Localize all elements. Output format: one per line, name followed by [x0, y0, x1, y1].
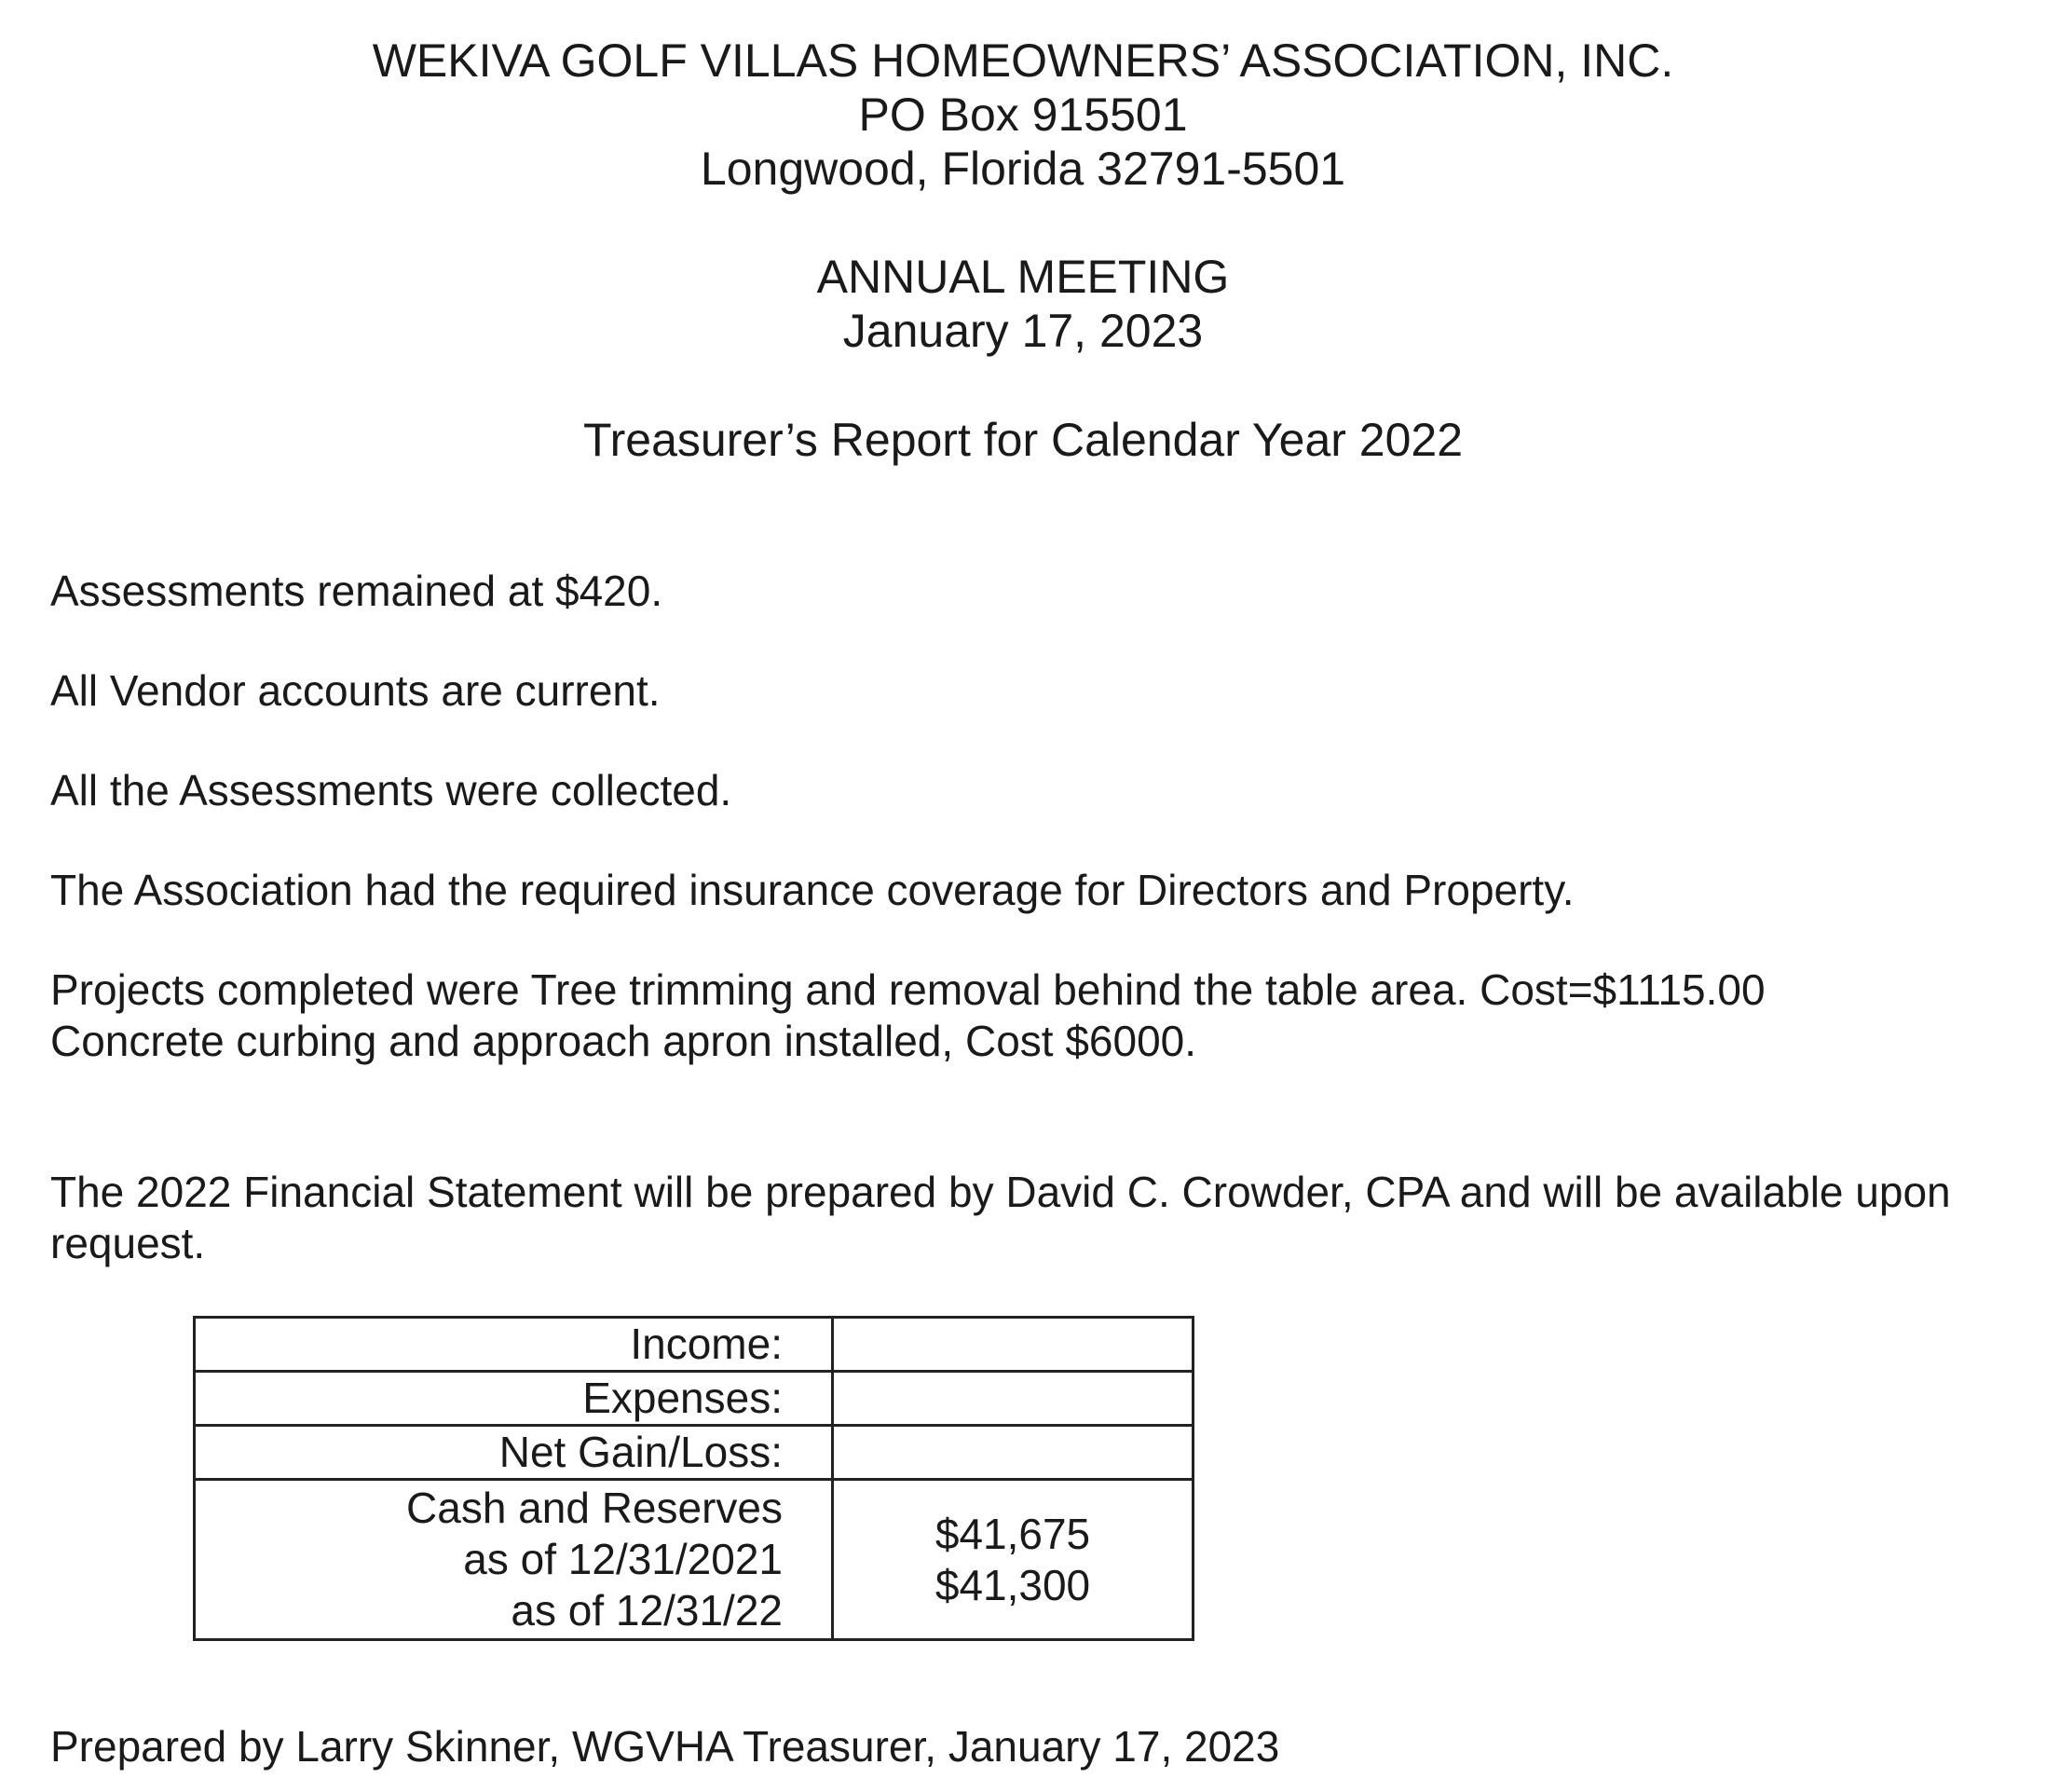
cash-reserves-value-2021: $41,675 — [934, 1509, 1091, 1558]
table-row — [195, 1372, 1194, 1426]
cash-reserves-label — [195, 1480, 833, 1640]
meeting-title: ANNUAL MEETING — [816, 251, 1230, 303]
cash-reserves-label-line-3: as of 12/31/22 — [511, 1586, 783, 1635]
paragraph-vendor-accounts: All Vendor accounts are current. — [50, 666, 661, 715]
po-box: PO Box 915501 — [858, 89, 1188, 141]
table-row — [195, 1426, 1194, 1480]
cash-reserves-label-line-2: as of 12/31/2021 — [463, 1535, 783, 1583]
net-gain-loss-value — [833, 1426, 1194, 1480]
meeting-date: January 17, 2023 — [842, 305, 1204, 357]
cash-reserves-value-2022: $41,300 — [934, 1560, 1091, 1609]
expenses-value — [833, 1372, 1194, 1426]
table-row — [195, 1318, 1194, 1372]
cash-reserves-value — [833, 1480, 1194, 1640]
cash-reserves-label-line-1: Cash and Reserves — [406, 1484, 783, 1532]
income-value — [833, 1318, 1194, 1372]
paragraph-projects-line-2: Concrete curbing and approach apron installed, Cost $6000. — [50, 1017, 1197, 1065]
financial-summary-table — [193, 1316, 1194, 1641]
paragraph-projects-line-1: Projects completed were Tree trimming and removal behind the table area. Cost=$1115.00 — [50, 965, 1766, 1014]
paragraph-assessments-collected: All the Assessments were collected. — [50, 766, 732, 814]
paragraph-assessments: Assessments remained at $420. — [50, 567, 663, 615]
table-row — [195, 1480, 1194, 1640]
prepared-by-footer: Prepared by Larry Skinner, WGVHA Treasurer, January 17, 2023 — [50, 1722, 1280, 1771]
expenses-label: Expenses: — [195, 1372, 833, 1426]
net-gain-loss-label: Net Gain/Loss: — [195, 1426, 833, 1480]
report-title: Treasurer’s Report for Calendar Year 2022 — [582, 414, 1464, 466]
organization-name: WEKIVA GOLF VILLAS HOMEOWNERS’ ASSOCIATION, INC. — [372, 34, 1674, 87]
income-label: Income: — [195, 1318, 833, 1372]
paragraph-insurance: The Association had the required insurance coverage for Directors and Property. — [50, 866, 1575, 914]
city-state-zip: Longwood, Florida 32791-5501 — [700, 143, 1346, 195]
paragraph-financial-statement: The 2022 Financial Statement will be prepared by David C. Crowder, CPA and will be available upon request. — [50, 1168, 1951, 1267]
